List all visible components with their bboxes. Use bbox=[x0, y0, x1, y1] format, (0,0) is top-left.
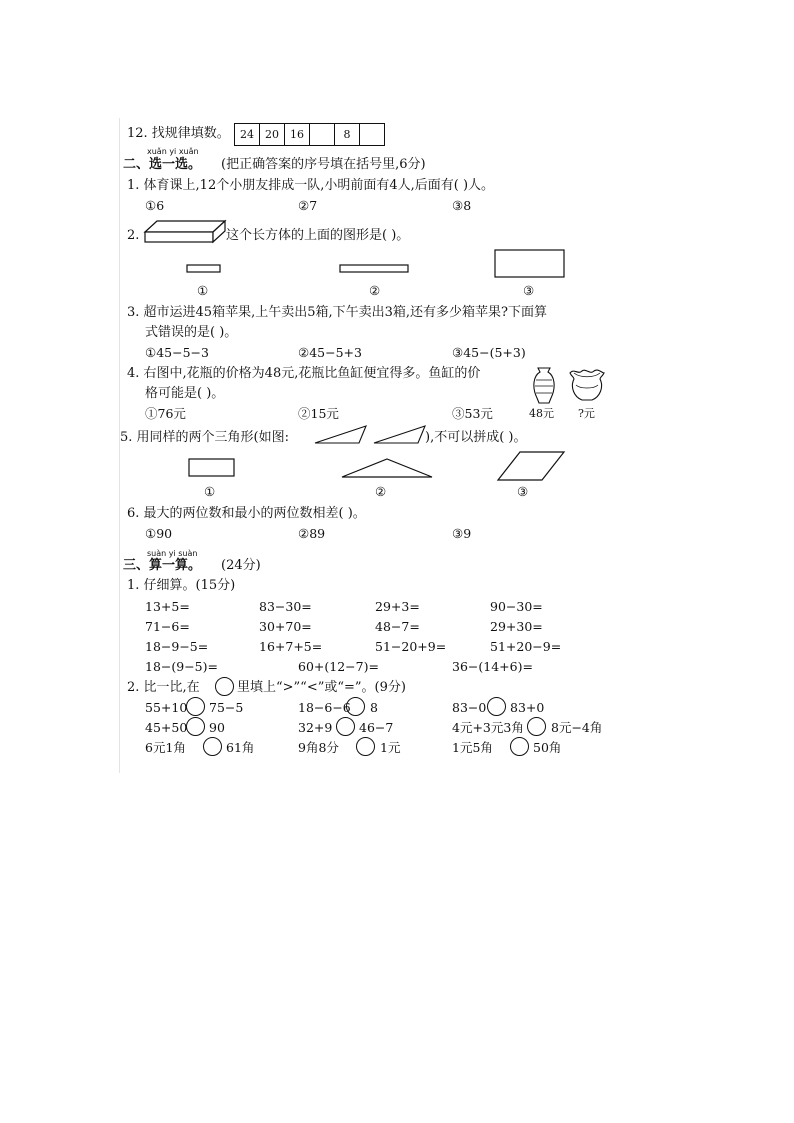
part2-title-a: 2. 比一比,在 bbox=[127, 680, 200, 695]
compare-right: 46−7 bbox=[359, 720, 394, 735]
q4-text-line2: 格可能是( )。 bbox=[145, 386, 225, 401]
section2-pinyin: xuǎn yi xuǎn bbox=[147, 147, 199, 156]
q1-option-2: ②7 bbox=[298, 198, 318, 213]
q2-rectangle-long bbox=[339, 264, 411, 274]
section3-title: 三、算一算。 bbox=[123, 558, 202, 573]
q3-option-3: ③45−(5+3) bbox=[452, 345, 526, 360]
compare-circle[interactable] bbox=[203, 737, 222, 756]
vase-price: 48元 bbox=[529, 407, 554, 420]
sequence-cell: 16 bbox=[285, 124, 310, 146]
compare-left: 4元+3元3角 bbox=[452, 720, 524, 735]
compare-right: 8 bbox=[370, 700, 378, 715]
section3-note: (24分) bbox=[221, 558, 261, 573]
q6-option-1: ①90 bbox=[145, 526, 173, 541]
sequence-table bbox=[234, 123, 385, 146]
compare-circle[interactable] bbox=[527, 717, 546, 736]
compare-left: 1元5角 bbox=[452, 740, 493, 755]
q1-text: 1. 体育课上,12个小朋友排成一队,小明前面有4人,后面有( )人。 bbox=[127, 178, 495, 193]
compare-left: 45+50 bbox=[145, 720, 188, 735]
part2-title-b: 里填上“>”“<”或“=”。(9分) bbox=[237, 680, 406, 695]
q4-option-1: ①76元 bbox=[145, 406, 186, 421]
calc-item: 48−7= bbox=[375, 619, 420, 634]
q4-text-line1: 4. 右图中,花瓶的价格为48元,花瓶比鱼缸便宜得多。鱼缸的价 bbox=[127, 366, 481, 381]
q1-option-1: ①6 bbox=[145, 198, 165, 213]
q3-option-1: ①45−5−3 bbox=[145, 345, 209, 360]
calc-item: 18−9−5= bbox=[145, 639, 209, 654]
calc-item: 51+20−9= bbox=[490, 639, 562, 654]
compare-left: 83−0 bbox=[452, 700, 487, 715]
calc-item: 90−30= bbox=[490, 599, 543, 614]
calc-item: 29+3= bbox=[375, 599, 420, 614]
vase-icon bbox=[529, 366, 559, 406]
q3-text-line1: 3. 超市运进45箱苹果,上午卖出5箱,下午卖出3箱,还有多少箱苹果?下面算 bbox=[127, 305, 547, 320]
sequence-blank-cell[interactable] bbox=[360, 124, 385, 146]
q3-text-line2: 式错误的是( )。 bbox=[145, 325, 238, 340]
q5-option-2: ② bbox=[375, 484, 387, 499]
sequence-cell: 20 bbox=[260, 124, 285, 146]
compare-circle[interactable] bbox=[510, 737, 529, 756]
calc-item: 16+7+5= bbox=[259, 639, 323, 654]
sequence-cell: 8 bbox=[335, 124, 360, 146]
q2-option-2: ② bbox=[369, 283, 381, 298]
cuboid-figure bbox=[143, 218, 227, 244]
sequence-blank-cell[interactable] bbox=[310, 124, 335, 146]
calc-item: 36−(14+6)= bbox=[452, 659, 533, 674]
calc-item: 71−6= bbox=[145, 619, 190, 634]
calc-item: 29+30= bbox=[490, 619, 543, 634]
q5-parallelogram bbox=[496, 450, 566, 482]
q3-option-2: ②45−5+3 bbox=[298, 345, 362, 360]
compare-right: 90 bbox=[209, 720, 225, 735]
compare-left: 18−6−6 bbox=[298, 700, 351, 715]
q5-triangle bbox=[340, 457, 434, 479]
section3-pinyin: suàn yi suàn bbox=[147, 549, 198, 558]
fish-tank-price: ?元 bbox=[578, 407, 595, 420]
q6-text: 6. 最大的两位数和最小的两位数相差( )。 bbox=[127, 506, 366, 521]
compare-left: 6元1角 bbox=[145, 740, 186, 755]
triangle-sample-2 bbox=[372, 424, 428, 446]
part1-title: 1. 仔细算。(15分) bbox=[127, 578, 236, 593]
compare-circle[interactable] bbox=[186, 697, 205, 716]
q2-option-3: ③ bbox=[523, 283, 535, 298]
calc-item: 30+70= bbox=[259, 619, 312, 634]
q12-label: 12. 找规律填数。 bbox=[127, 126, 230, 141]
calc-item: 83−30= bbox=[259, 599, 312, 614]
section2-note: (把正确答案的序号填在括号里,6分) bbox=[221, 157, 426, 172]
compare-circle[interactable] bbox=[346, 697, 365, 716]
calc-item: 13+5= bbox=[145, 599, 190, 614]
compare-right: 1元 bbox=[380, 740, 401, 755]
compare-right: 75−5 bbox=[209, 700, 244, 715]
compare-circle[interactable] bbox=[487, 697, 506, 716]
q4-option-3: ③53元 bbox=[452, 406, 493, 421]
section2-title: 二、选一选。 bbox=[123, 157, 202, 172]
compare-right: 50角 bbox=[533, 740, 562, 755]
q4-option-2: ②15元 bbox=[298, 406, 339, 421]
q2-number: 2. bbox=[127, 228, 140, 243]
compare-left: 9角8分 bbox=[298, 740, 339, 755]
compare-left: 55+10 bbox=[145, 700, 188, 715]
q6-option-2: ②89 bbox=[298, 526, 326, 541]
compare-circle-sample bbox=[215, 677, 234, 696]
compare-right: 61角 bbox=[226, 740, 255, 755]
calc-item: 51−20+9= bbox=[375, 639, 447, 654]
compare-circle[interactable] bbox=[336, 717, 355, 736]
compare-right: 8元−4角 bbox=[551, 720, 603, 735]
q5-rectangle bbox=[188, 458, 236, 478]
compare-circle[interactable] bbox=[186, 717, 205, 736]
q5-text-a: 5. 用同样的两个三角形(如图: bbox=[120, 430, 289, 445]
compare-circle[interactable] bbox=[356, 737, 375, 756]
fish-tank-icon bbox=[568, 367, 606, 403]
q1-option-3: ③8 bbox=[452, 198, 472, 213]
q6-option-3: ③9 bbox=[452, 526, 472, 541]
q5-option-3: ③ bbox=[517, 484, 529, 499]
sequence-cell: 24 bbox=[235, 124, 260, 146]
compare-right: 83+0 bbox=[510, 700, 545, 715]
q2-rectangle-large bbox=[494, 249, 566, 279]
q5-option-1: ① bbox=[204, 484, 216, 499]
compare-left: 32+9 bbox=[298, 720, 333, 735]
q5-text-b: ),不可以拼成( )。 bbox=[425, 430, 527, 445]
calc-item: 60+(12−7)= bbox=[298, 659, 379, 674]
q2-text: 这个长方体的上面的图形是( )。 bbox=[226, 228, 410, 243]
calc-item: 18−(9−5)= bbox=[145, 659, 218, 674]
q2-option-1: ① bbox=[197, 283, 209, 298]
triangle-sample-1 bbox=[313, 424, 369, 446]
q2-rectangle-small bbox=[186, 264, 222, 274]
